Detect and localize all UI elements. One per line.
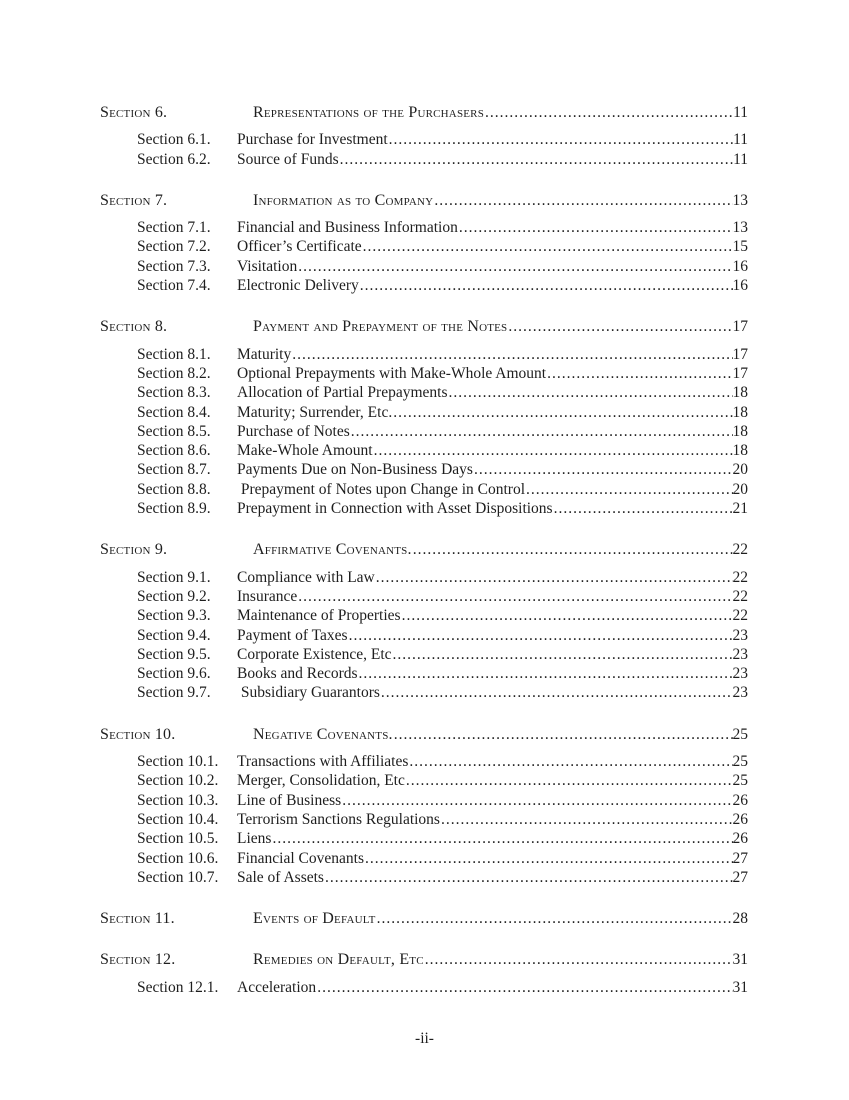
page-footer xyxy=(0,1029,849,1048)
dot-leader xyxy=(408,752,732,771)
toc-item-label: Section 8.3. xyxy=(137,384,211,402)
toc-item-title: Acceleration xyxy=(237,978,317,996)
toc-item-page: 22 xyxy=(732,568,748,586)
toc-item-label: Section 10.3. xyxy=(137,791,219,809)
toc-heading-row xyxy=(100,103,748,122)
toc-heading-page: 13 xyxy=(732,191,748,209)
toc-heading-title: Events of Default xyxy=(253,910,376,928)
dot-leader xyxy=(448,383,733,402)
toc-heading-label: Section 11. xyxy=(100,910,175,928)
toc-item-page: 20 xyxy=(732,461,748,479)
toc-item-row xyxy=(137,645,748,664)
toc-item-title: Maturity; Surrender, Etc. xyxy=(237,403,393,421)
toc-heading-page: 25 xyxy=(732,725,748,743)
toc-heading-title: Negative Covenants. xyxy=(253,725,393,743)
toc-heading-label: Section 7. xyxy=(100,191,168,209)
toc-item-page: 18 xyxy=(732,384,748,402)
toc-item-page: 11 xyxy=(733,150,748,168)
toc-item-page: 20 xyxy=(732,480,748,498)
dot-leader xyxy=(362,237,733,256)
toc-item-row xyxy=(137,978,748,997)
toc-item-title: Financial Covenants xyxy=(237,849,364,867)
dot-leader xyxy=(380,683,733,702)
toc-item-title: Insurance xyxy=(237,587,298,605)
dot-leader xyxy=(484,103,733,122)
toc-item-label: Section 8.9. xyxy=(137,500,211,518)
toc-section xyxy=(100,950,748,997)
toc-item-page: 23 xyxy=(732,645,748,663)
toc-heading-title: Affirmative Covenants. xyxy=(253,541,412,559)
dot-leader xyxy=(271,829,732,848)
dot-leader xyxy=(358,664,733,683)
toc-heading-page: 31 xyxy=(732,951,748,969)
toc-item-title: Maintenance of Properties xyxy=(237,607,401,625)
toc-heading-label: Section 8. xyxy=(100,318,168,336)
toc-item-page: 25 xyxy=(732,753,748,771)
toc-item-label: Section 9.6. xyxy=(137,665,211,683)
toc-item-row xyxy=(137,218,748,237)
toc-item-title: Terrorism Sanctions Regulations xyxy=(237,810,440,828)
dot-leader xyxy=(405,771,733,790)
toc-item-label: Section 8.8. xyxy=(137,480,211,498)
toc-item-title: Payments Due on Non-Business Days xyxy=(237,461,473,479)
table-of-contents xyxy=(100,103,748,997)
dot-leader xyxy=(373,441,733,460)
toc-item-row xyxy=(137,791,748,810)
toc-item-title: Line of Business xyxy=(237,791,342,809)
toc-item-page: 16 xyxy=(732,257,748,275)
toc-item-title: Compliance with Law xyxy=(237,568,375,586)
toc-item-label: Section 10.4. xyxy=(137,810,219,828)
dot-leader xyxy=(316,978,732,997)
toc-item-label: Section 10.5. xyxy=(137,830,219,848)
dot-leader xyxy=(412,540,733,559)
toc-item-page: 23 xyxy=(732,684,748,702)
toc-item-title: Visitation xyxy=(237,257,298,275)
toc-item-title: Financial and Business Information xyxy=(237,219,458,237)
toc-item-label: Section 10.7. xyxy=(137,868,219,886)
toc-item-title: Optional Prepayments with Make-Whole Amount xyxy=(237,364,547,382)
dot-leader xyxy=(401,606,733,625)
dot-leader xyxy=(339,150,733,169)
toc-item-label: Section 9.1. xyxy=(137,568,211,586)
toc-heading-page: 11 xyxy=(733,104,748,121)
toc-item-row xyxy=(137,771,748,790)
toc-item-page: 26 xyxy=(732,791,748,809)
toc-item-title: Purchase for Investment xyxy=(237,131,388,149)
toc-item-page: 18 xyxy=(732,403,748,421)
toc-item-row xyxy=(137,257,748,276)
toc-item-label: Section 7.2. xyxy=(137,238,211,256)
toc-item-label: Section 8.5. xyxy=(137,422,211,440)
toc-item-label: Section 9.3. xyxy=(137,607,211,625)
toc-item-row xyxy=(137,829,748,848)
toc-item-page: 15 xyxy=(732,238,748,256)
toc-item-title: Corporate Existence, Etc xyxy=(237,645,392,663)
toc-item-label: Section 9.7. xyxy=(137,684,211,702)
toc-item-row xyxy=(137,810,748,829)
dot-leader xyxy=(458,218,733,237)
toc-item-label: Section 8.1. xyxy=(137,345,211,363)
dot-leader xyxy=(297,257,732,276)
toc-item-page: 31 xyxy=(732,978,748,996)
toc-item-row xyxy=(137,441,748,460)
toc-section-items xyxy=(100,978,748,997)
toc-section xyxy=(100,191,748,295)
toc-heading-page: 28 xyxy=(732,910,748,928)
toc-section xyxy=(100,725,748,887)
toc-item-title: Electronic Delivery xyxy=(237,277,359,295)
toc-item-label: Section 10.1. xyxy=(137,753,219,771)
toc-heading-title: Payment and Prepayment of the Notes xyxy=(253,318,508,336)
toc-item-page: 11 xyxy=(733,131,748,149)
toc-heading-label: Section 12. xyxy=(100,951,176,969)
toc-item-row xyxy=(137,130,748,149)
toc-item-page: 22 xyxy=(732,587,748,605)
toc-heading-row xyxy=(100,540,748,559)
toc-item-page: 26 xyxy=(732,830,748,848)
toc-item-title: Merger, Consolidation, Etc xyxy=(237,772,405,790)
toc-item-row xyxy=(137,664,748,683)
toc-item-page: 13 xyxy=(732,219,748,237)
toc-item-label: Section 10.6. xyxy=(137,849,219,867)
dot-leader xyxy=(359,276,733,295)
toc-item-row xyxy=(137,499,748,518)
toc-item-title: Prepayment of Notes upon Change in Control xyxy=(237,480,525,498)
toc-item-row xyxy=(137,849,748,868)
toc-heading-title: Representations of the Purchasers xyxy=(253,104,485,121)
toc-section-items xyxy=(100,130,748,169)
toc-item-title: Source of Funds xyxy=(237,150,339,168)
dot-leader xyxy=(507,317,732,336)
dot-leader xyxy=(375,568,733,587)
toc-item-title: Books and Records xyxy=(237,665,358,683)
toc-item-page: 27 xyxy=(732,849,748,867)
toc-item-page: 18 xyxy=(732,422,748,440)
toc-item-page: 23 xyxy=(732,626,748,644)
toc-item-page: 17 xyxy=(732,345,748,363)
dot-leader xyxy=(473,460,733,479)
toc-item-title: Sale of Assets xyxy=(237,868,324,886)
toc-item-title: Make-Whole Amount xyxy=(237,442,373,460)
toc-item-row xyxy=(137,480,748,499)
dot-leader xyxy=(392,645,733,664)
dot-leader xyxy=(433,191,732,210)
toc-item-label: Section 7.1. xyxy=(137,219,211,237)
toc-item-row xyxy=(137,752,748,771)
toc-item-label: Section 10.2. xyxy=(137,772,219,790)
toc-item-label: Section 8.2. xyxy=(137,364,211,382)
toc-item-label: Section 8.4. xyxy=(137,403,211,421)
toc-item-page: 21 xyxy=(732,500,748,518)
dot-leader xyxy=(348,626,733,645)
toc-section xyxy=(100,103,748,169)
toc-section-items xyxy=(100,568,748,703)
toc-heading-label: Section 10. xyxy=(100,725,176,743)
toc-item-title: Purchase of Notes xyxy=(237,422,350,440)
toc-heading-row xyxy=(100,950,748,969)
toc-item-row xyxy=(137,587,748,606)
dot-leader xyxy=(297,587,732,606)
toc-section-items xyxy=(100,218,748,295)
toc-item-page: 25 xyxy=(732,772,748,790)
toc-heading-page: 17 xyxy=(732,318,748,336)
toc-item-label: Section 9.5. xyxy=(137,645,211,663)
toc-heading-page: 22 xyxy=(732,541,748,559)
toc-heading-title: Remedies on Default, Etc xyxy=(253,951,424,969)
dot-leader xyxy=(393,725,733,744)
dot-leader xyxy=(440,810,733,829)
toc-item-label: Section 7.4. xyxy=(137,277,211,295)
toc-item-page: 23 xyxy=(732,665,748,683)
toc-item-page: 22 xyxy=(732,607,748,625)
toc-item-row xyxy=(137,868,748,887)
toc-item-title: Payment of Taxes xyxy=(237,626,348,644)
toc-item-title: Liens xyxy=(237,830,272,848)
toc-heading-row xyxy=(100,909,748,928)
toc-item-page: 26 xyxy=(732,810,748,828)
dot-leader xyxy=(324,868,733,887)
toc-item-page: 27 xyxy=(732,868,748,886)
toc-item-label: Section 7.3. xyxy=(137,257,211,275)
dot-leader xyxy=(291,345,732,364)
toc-heading-row xyxy=(100,191,748,210)
toc-item-row xyxy=(137,150,748,169)
toc-heading-label: Section 9. xyxy=(100,541,168,559)
toc-item-title: Subsidiary Guarantors xyxy=(237,684,380,702)
toc-item-row xyxy=(137,460,748,479)
toc-item-title: Maturity xyxy=(237,345,292,363)
toc-section xyxy=(100,909,748,928)
toc-item-row xyxy=(137,403,748,422)
footer-page-number: -ii- xyxy=(415,1030,434,1047)
dot-leader xyxy=(350,422,733,441)
dot-leader xyxy=(364,849,733,868)
toc-item-row xyxy=(137,606,748,625)
dot-leader xyxy=(525,480,733,499)
toc-heading-row xyxy=(100,725,748,744)
toc-section-items xyxy=(100,752,748,887)
toc-item-row xyxy=(137,568,748,587)
toc-item-row xyxy=(137,276,748,295)
toc-item-label: Section 9.2. xyxy=(137,587,211,605)
toc-item-label: Section 6.1. xyxy=(137,131,211,149)
toc-section xyxy=(100,317,748,518)
toc-heading-label: Section 6. xyxy=(100,104,168,121)
toc-section xyxy=(100,540,748,702)
toc-item-page: 17 xyxy=(732,364,748,382)
toc-heading-row xyxy=(100,317,748,336)
toc-heading-title: Information as to Company xyxy=(253,191,434,209)
toc-item-page: 16 xyxy=(732,277,748,295)
toc-item-label: Section 12.1. xyxy=(137,978,219,996)
dot-leader xyxy=(424,950,733,969)
toc-item-title: Allocation of Partial Prepayments xyxy=(237,384,448,402)
dot-leader xyxy=(546,364,732,383)
dot-leader xyxy=(392,403,732,422)
toc-item-row xyxy=(137,683,748,702)
toc-item-title: Transactions with Affiliates xyxy=(237,753,409,771)
toc-item-row xyxy=(137,626,748,645)
dot-leader xyxy=(341,791,732,810)
toc-item-page: 18 xyxy=(732,442,748,460)
toc-item-row xyxy=(137,422,748,441)
dot-leader xyxy=(553,499,733,518)
dot-leader xyxy=(388,130,733,149)
toc-item-title: Officer’s Certificate xyxy=(237,238,362,256)
toc-item-label: Section 8.7. xyxy=(137,461,211,479)
toc-item-row xyxy=(137,383,748,402)
toc-item-row xyxy=(137,345,748,364)
toc-section-items xyxy=(100,345,748,519)
toc-item-label: Section 8.6. xyxy=(137,442,211,460)
toc-item-label: Section 9.4. xyxy=(137,626,211,644)
toc-item-row xyxy=(137,364,748,383)
dot-leader xyxy=(376,909,733,928)
toc-item-label: Section 6.2. xyxy=(137,150,211,168)
toc-item-row xyxy=(137,237,748,256)
toc-item-title: Prepayment in Connection with Asset Dispositions xyxy=(237,500,553,518)
